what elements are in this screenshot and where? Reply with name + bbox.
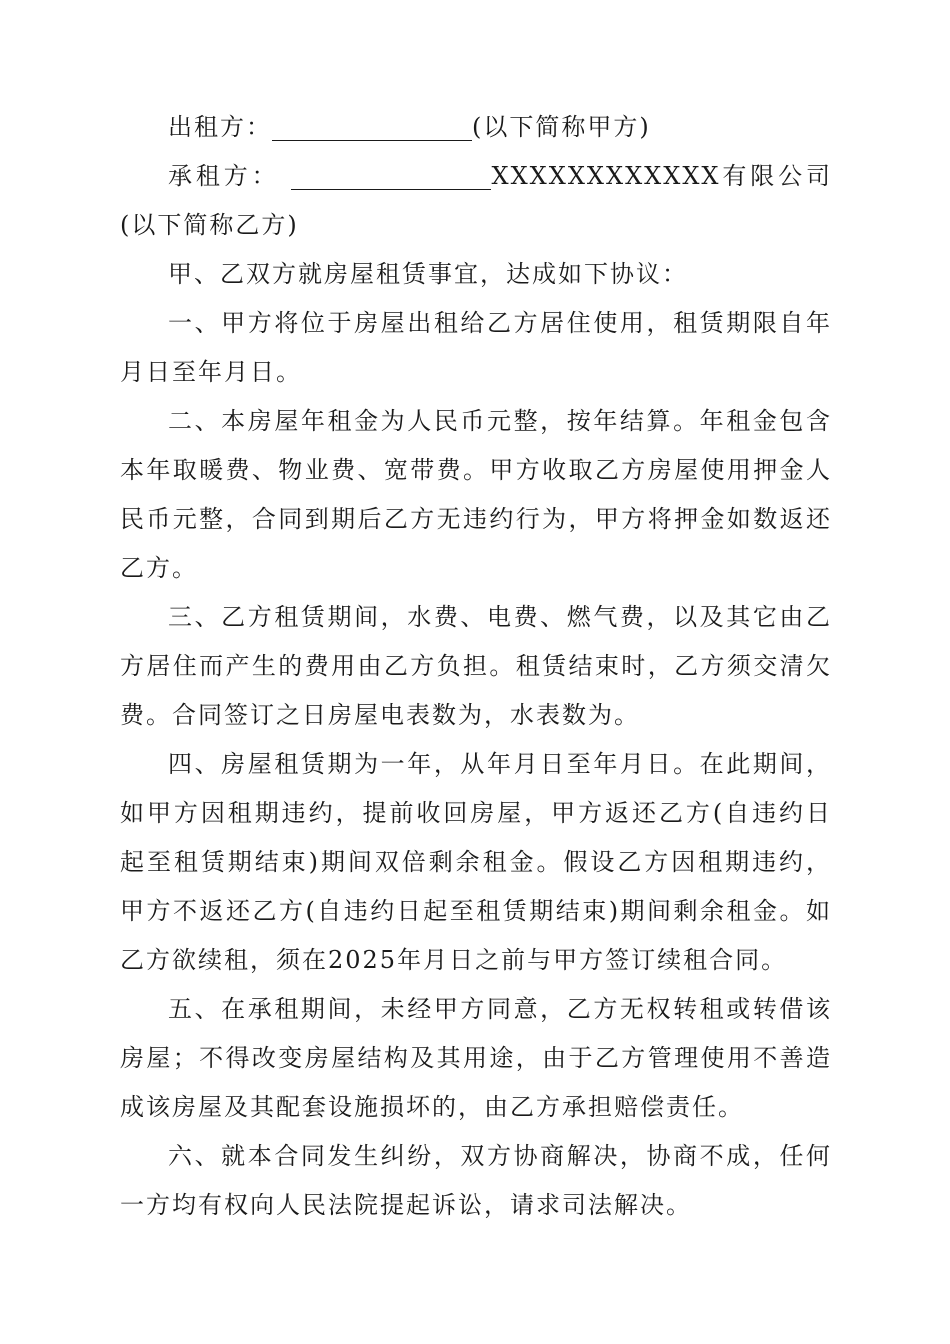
clause-2: 二、本房屋年租金为人民币元整，按年结算。年租金包含本年取暖费、物业费、宽带费。甲方收取乙方房屋使用押金人民币元整，合同到期后乙方无违约行为，甲方将押金如数返还乙方。 — [120, 407, 832, 582]
contract-document — [120, 103, 832, 1230]
intro-text: 甲、乙双方就房屋租赁事宜，达成如下协议： — [168, 260, 688, 288]
lessee-company: XXXXXXXXXXXX有限公司(以下简称乙方) — [120, 162, 832, 239]
lessor-label: 出租方： — [168, 113, 272, 141]
lessor-line — [120, 103, 832, 152]
clause-6: 六、就本合同发生纠纷，双方协商解决，协商不成，任何一方均有权向人民法院提起诉讼，请求司法解决。 — [120, 1142, 832, 1219]
lessee-name-blank — [291, 161, 491, 190]
clause-5: 五、在承租期间，未经甲方同意，乙方无权转租或转借该房屋；不得改变房屋结构及其用途，由于乙方管理使用不善造成该房屋及其配套设施损坏的，由乙方承担赔偿责任。 — [120, 995, 832, 1121]
lessor-suffix: (以下简称甲方) — [472, 113, 651, 141]
clause-1: 一、甲方将位于房屋出租给乙方居住使用，租赁期限自年月日至年月日。 — [120, 309, 832, 386]
lessor-name-blank — [272, 112, 472, 141]
lessee-line — [120, 152, 832, 250]
clause-3: 三、乙方租赁期间，水费、电费、燃气费，以及其它由乙方居住而产生的费用由乙方负担。租赁结束时，乙方须交清欠费。合同签订之日房屋电表数为，水表数为。 — [120, 603, 832, 729]
lessee-label: 承租方： — [168, 162, 280, 190]
clause-4: 四、房屋租赁期为一年，从年月日至年月日。在此期间，如甲方因租期违约，提前收回房屋，甲方返还乙方(自违约日起至租赁期结束)期间双倍剩余租金。假设乙方因租期违约，甲方不返还乙方(自违约日起至租赁期结束)期间剩余租金。如乙方欲续租，须在2025年月日之前与甲方签订续租合同。 — [120, 750, 832, 974]
